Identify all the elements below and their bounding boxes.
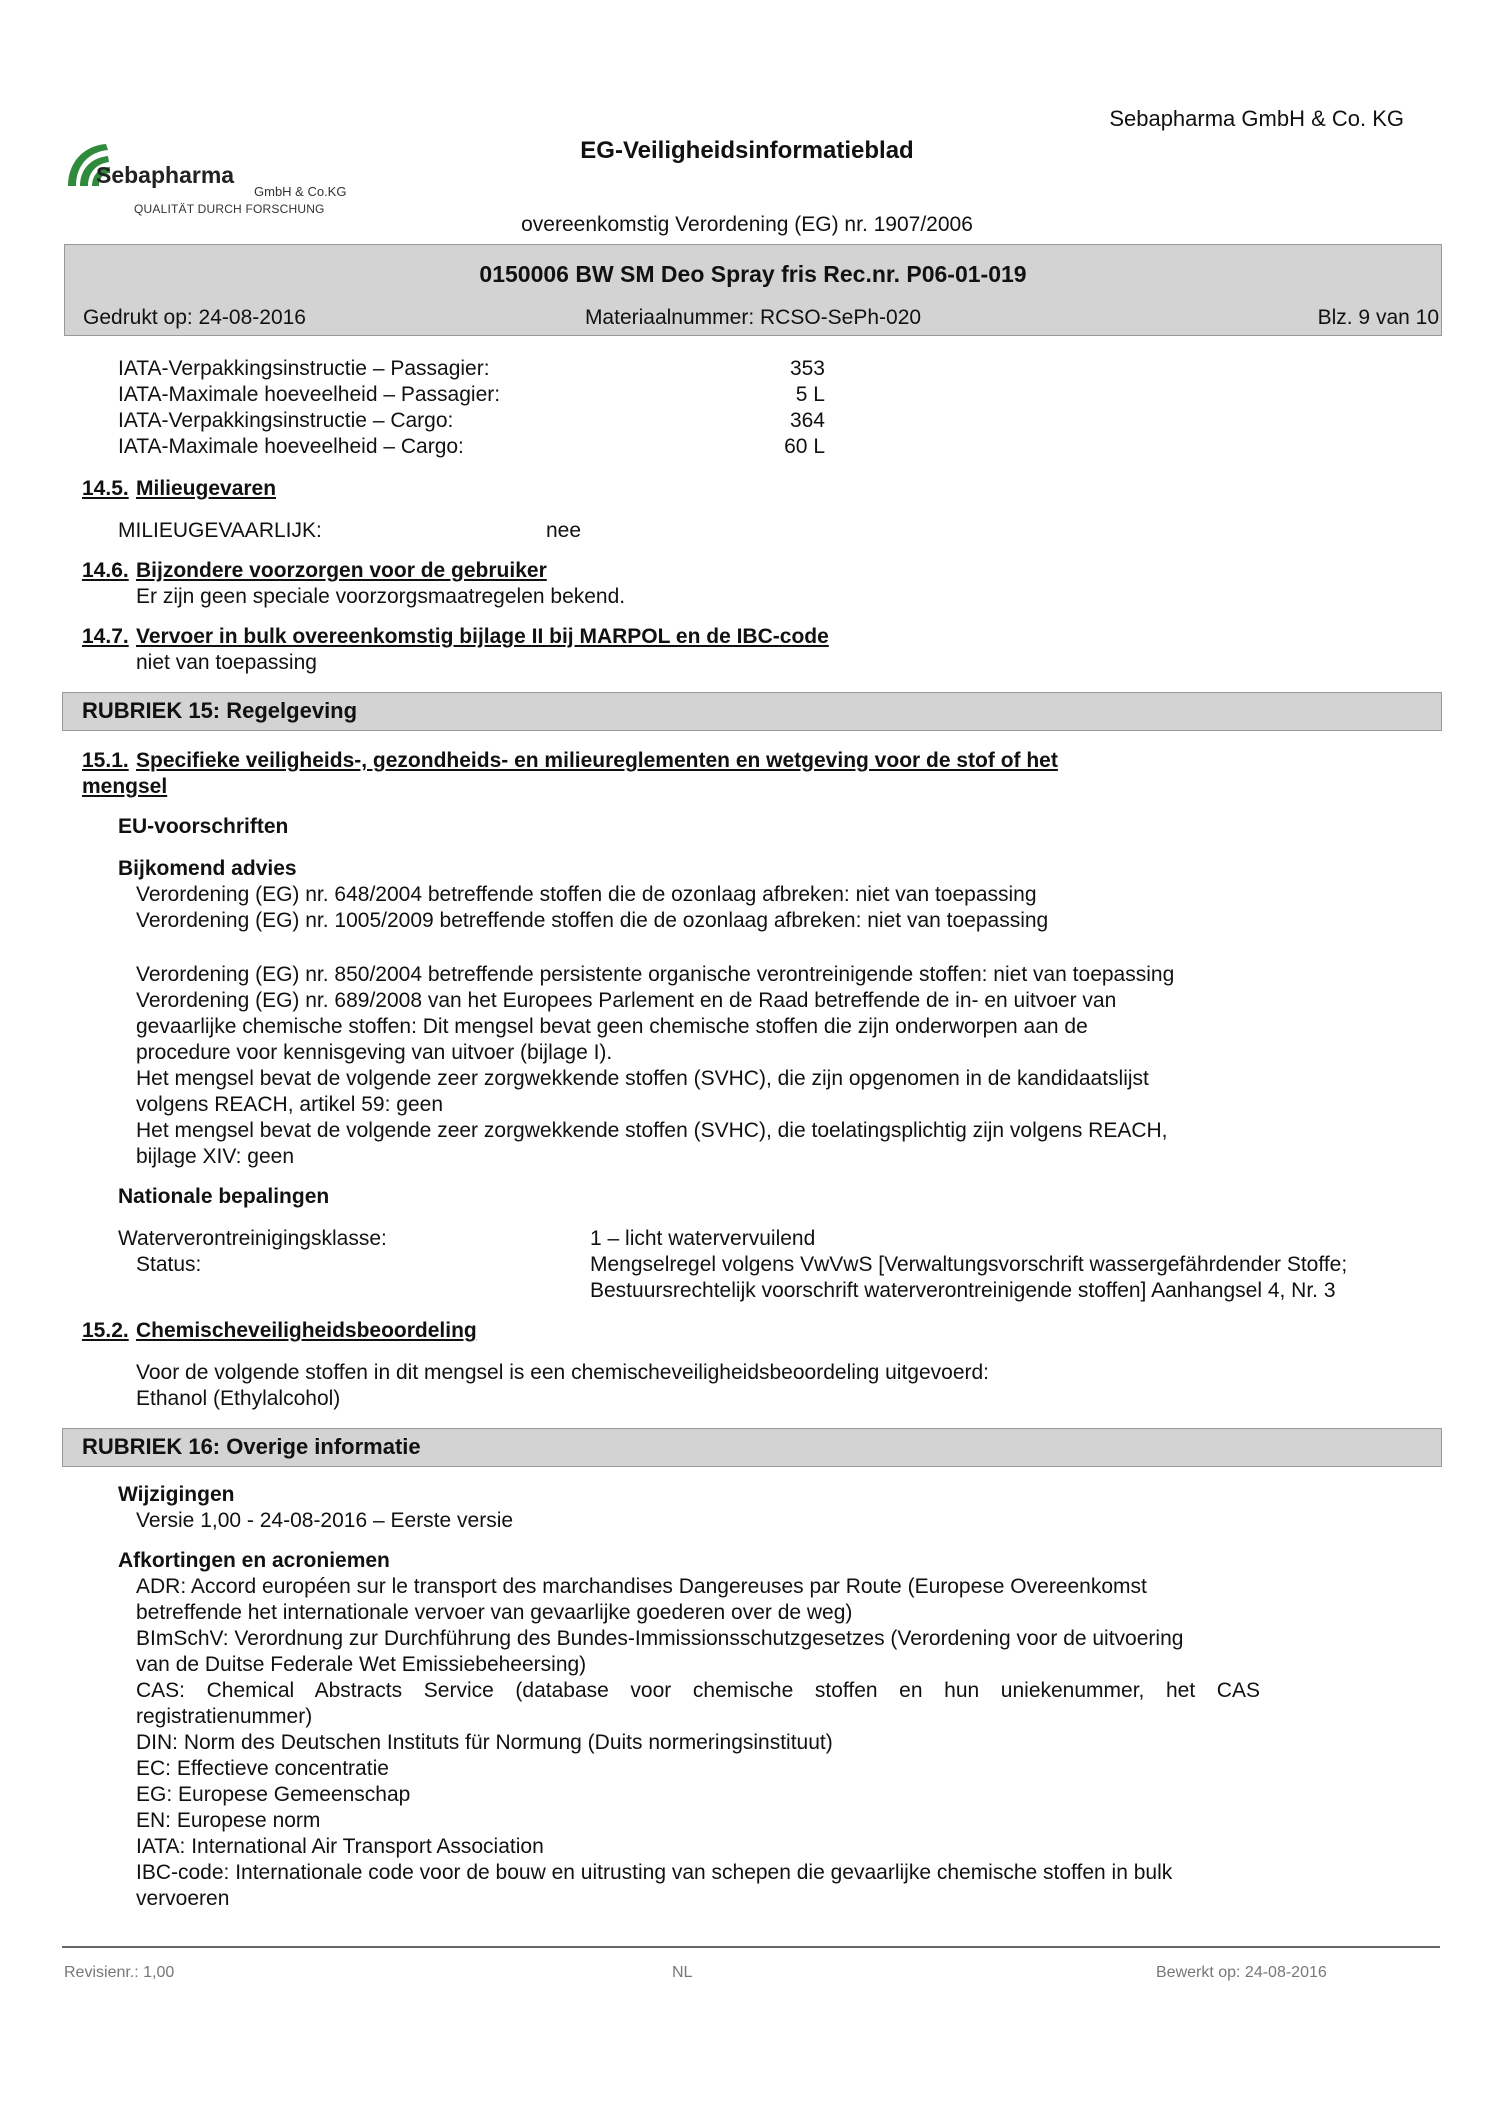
section-14-7-heading [82,624,829,650]
env-hazard-label: MILIEUGEVAARLIJK: [118,519,322,542]
regulation-line: Verordening (EG) nr. 1005/2009 betreffende stoffen die de ozonlaag afbreken: niet van toepassing [136,909,1049,932]
abbreviation-line: IBC-code: Internationale code voor de bouw en uitrusting van schepen die gevaarlijke chemische stoffen in bulk [136,1861,1173,1884]
section-title: Specifieke veiligheids-, gezondheids- en milieureglementen en wetgeving voor de stof of het [136,749,1058,772]
abbreviation-line: BImSchV: Verordnung zur Durchführung des Bundes-Immissionsschutzgesetzes (Verordening voor de uitvoering [136,1627,1184,1650]
changes-heading: Wijzigingen [118,1483,235,1506]
section-15-2-heading [82,1318,477,1344]
abbreviation-line: ADR: Accord européen sur le transport des marchandises Dangereuses par Route (Europese Overeenkomst [136,1575,1147,1598]
printed-date: Gedrukt op: 24-08-2016 [83,306,306,329]
section-number: 15.1. [82,749,129,772]
section-title: Vervoer in bulk overeenkomstig bijlage II bij MARPOL en de IBC-code [136,625,829,648]
section-16-bar [62,1428,1442,1467]
section-14-7-text: niet van toepassing [136,651,317,674]
regulation-line: gevaarlijke chemische stoffen: Dit mengsel bevat geen chemische stoffen die zijn onderworpen aan de [136,1015,1088,1038]
iata-row [118,382,878,408]
section-14-5-heading [82,476,276,502]
abbreviation-line: CAS: Chemical Abstracts Service (database voor chemische stoffen en hun uniekenummer, het CAS [136,1679,1260,1702]
regulation-line: Verordening (EG) nr. 850/2004 betreffende persistente organische verontreinigende stoffen: niet van toepassing [136,963,1175,986]
logo-suffix: GmbH & Co.KG [254,184,347,199]
changes-text: Versie 1,00 - 24-08-2016 – Eerste versie [136,1509,514,1532]
abbreviation-line: vervoeren [136,1887,230,1910]
section-title: Bijzondere voorzorgen voor de gebruiker [136,559,547,582]
section-number: 14.6. [82,559,129,582]
material-number: Materiaalnummer: RCSO-SePh-020 [584,306,922,329]
iata-label: IATA-Verpakkingsinstructie – Cargo: [118,409,454,432]
footer-edited-date: Bewerkt op: 24-08-2016 [1156,1964,1327,1981]
env-hazard-value: nee [546,519,582,542]
regulation-line: Het mengsel bevat de volgende zeer zorgwekkende stoffen (SVHC), die zijn opgenomen in de kandidaatslijst [136,1067,1149,1090]
iata-label: IATA-Verpakkingsinstructie – Passagier: [118,357,490,380]
abbreviation-line: van de Duitse Federale Wet Emissiebeheersing) [136,1653,587,1676]
iata-label: IATA-Maximale hoeveelheid – Cargo: [118,435,464,458]
abbreviation-line: EC: Effectieve concentratie [136,1757,389,1780]
regulation-line: bijlage XIV: geen [136,1145,295,1168]
assessment-text: Voor de volgende stoffen in dit mengsel is een chemischeveiligheidsbeoordeling uitgevoerd: [136,1361,990,1384]
regulation-line: Verordening (EG) nr. 648/2004 betreffende stoffen die de ozonlaag afbreken: niet van toepassing [136,883,1037,906]
iata-row [118,356,878,382]
section-title-continued: mengsel [82,775,168,798]
iata-value: 5 L [795,383,825,406]
status-value-line2: Bestuursrechtelijk voorschrift waterverontreinigende stoffen] Aanhangsel 4, Nr. 3 [590,1279,1336,1302]
section-number: 14.5. [82,477,129,500]
section-14-6-heading [82,558,547,584]
section-title: Chemischeveiligheidsbeoordeling [136,1319,477,1342]
regulation-line: overeenkomstig Verordening (EG) nr. 1907/2006 [521,213,973,236]
section-number: 14.7. [82,625,129,648]
page-number: Blz. 9 van 10 [1317,306,1439,329]
national-provisions-heading: Nationale bepalingen [118,1185,330,1208]
water-class-value: 1 – licht watervervuilend [590,1227,816,1250]
section-number: 15.2. [82,1319,129,1342]
section-15-title: RUBRIEK 15: Regelgeving [82,698,358,723]
abbreviation-line: registratienummer) [136,1705,313,1728]
regulation-line: volgens REACH, artikel 59: geen [136,1093,443,1116]
document-header-box [64,244,1442,336]
section-15-1-heading [82,748,1182,774]
iata-value: 364 [789,409,825,432]
section-15-bar [62,692,1442,731]
status-value-line1: Mengselregel volgens VwVwS [Verwaltungsvorschrift wassergefährdender Stoffe; [590,1253,1348,1276]
iata-row [118,408,878,434]
abbreviation-line: EN: Europese norm [136,1809,321,1832]
iata-value: 353 [789,357,825,380]
iata-label: IATA-Maximale hoeveelheid – Passagier: [118,383,501,406]
iata-value: 60 L [784,435,825,458]
additional-advice-heading: Bijkomend advies [118,857,297,880]
assessment-substance: Ethanol (Ethylalcohol) [136,1387,341,1410]
product-name: 0150006 BW SM Deo Spray fris Rec.nr. P06-01-019 [479,261,1027,287]
abbreviation-line: DIN: Norm des Deutschen Instituts für Normung (Duits normeringsinstituut) [136,1731,833,1754]
eu-regulations-heading: EU-voorschriften [118,815,289,838]
section-14-6-text: Er zijn geen speciale voorzorgsmaatregelen bekend. [136,585,626,608]
section-title: Milieugevaren [136,477,277,500]
regulation-line: Verordening (EG) nr. 689/2008 van het Europees Parlement en de Raad betreffende de in- en uitvoer van [136,989,1117,1012]
status-label: Status: [136,1253,202,1276]
regulation-line: procedure voor kennisgeving van uitvoer (bijlage I). [136,1041,613,1064]
abbreviation-line: EG: Europese Gemeenschap [136,1783,411,1806]
section-15-1-heading-cont [82,774,167,800]
abbreviation-line: betreffende het internationale vervoer van gevaarlijke goederen over de weg) [136,1601,853,1624]
regulation-line: Het mengsel bevat de volgende zeer zorgwekkende stoffen (SVHC), die toelatingsplichtig zijn volgens REACH, [136,1119,1168,1142]
section-16-title: RUBRIEK 16: Overige informatie [82,1434,421,1459]
water-class-label: Waterverontreinigingsklasse: [118,1227,387,1250]
logo-wordmark: Sebapharma [96,162,235,188]
iata-row [118,434,878,460]
footer-revision: Revisienr.: 1,00 [64,1964,175,1981]
document-title: EG-Veiligheidsinformatieblad [580,137,914,164]
logo-tagline: QUALITÄT DURCH FORSCHUNG [134,202,325,216]
footer-divider [62,1946,1440,1948]
abbreviation-line: IATA: International Air Transport Association [136,1835,544,1858]
company-name: Sebapharma GmbH & Co. KG [1109,106,1404,131]
abbreviations-heading: Afkortingen en acroniemen [118,1549,390,1572]
footer-language: NL [672,1964,693,1981]
